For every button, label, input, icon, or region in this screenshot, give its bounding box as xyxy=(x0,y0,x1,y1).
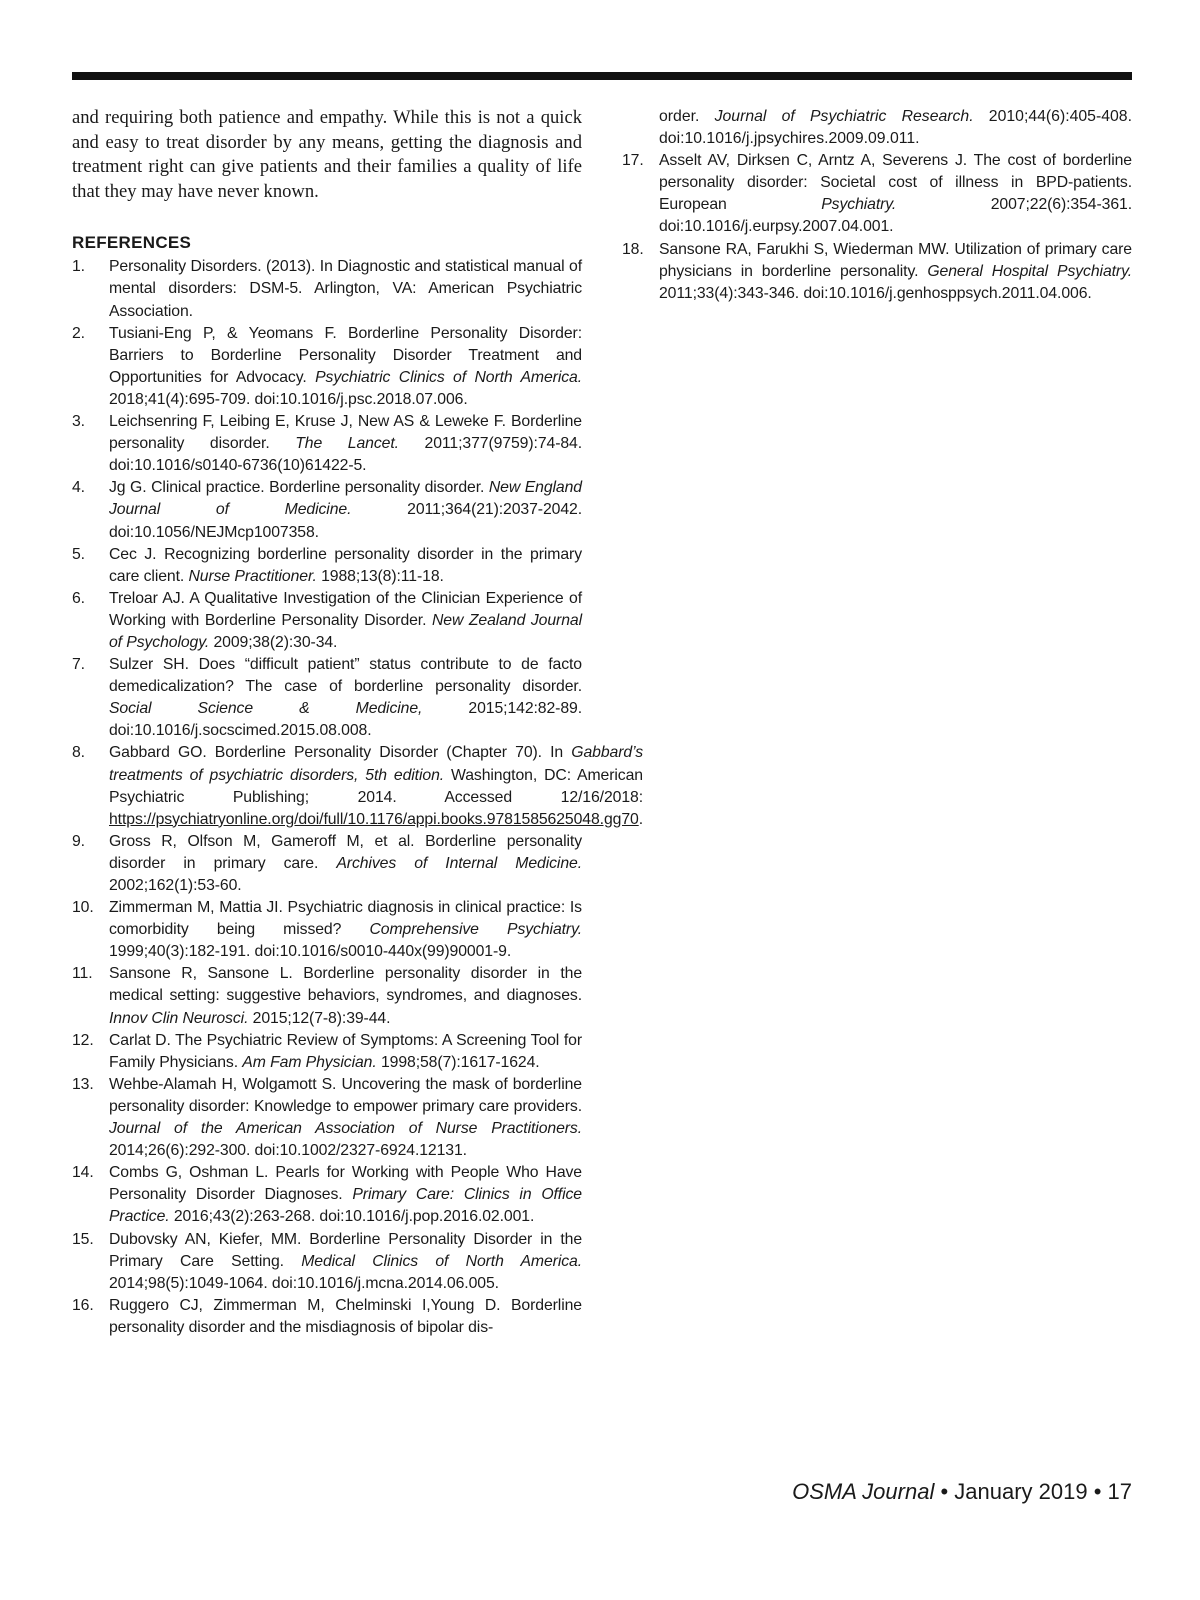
reference-text: Dubovsky AN, Kiefer, MM. Borderline Personality Disorder in the Primary Care Setting. xyxy=(109,1230,582,1270)
reference-title: New Zealand Journal of Psychology. xyxy=(109,611,582,651)
reference-text: 2011;364(21):2037-2042. doi:10.1056/NEJMcp1007358. xyxy=(109,501,582,541)
reference-number: 17. xyxy=(622,152,644,170)
reference-text: . xyxy=(638,810,643,828)
reference-number: 5. xyxy=(72,545,85,563)
top-rule xyxy=(72,72,1132,80)
reference-body xyxy=(109,1074,582,1162)
reference-body xyxy=(109,323,582,411)
reference-body xyxy=(109,897,582,963)
reference-body xyxy=(109,1229,582,1295)
footer-date-page: • January 2019 • 17 xyxy=(934,1479,1132,1504)
reference-number: 7. xyxy=(72,656,85,674)
reference-item xyxy=(72,654,582,742)
footer-journal: OSMA Journal xyxy=(792,1479,935,1504)
reference-number: 18. xyxy=(622,240,644,258)
reference-item xyxy=(72,742,643,830)
reference-text: 2015;142:82-89. doi:10.1016/j.socscimed.2015.08.008. xyxy=(109,700,583,740)
reference-number: 14. xyxy=(72,1164,94,1182)
reference-number: 4. xyxy=(72,479,85,497)
reference-item xyxy=(72,1162,582,1228)
reference-item xyxy=(72,588,582,654)
reference-text: 2014;26(6):292-300. doi:10.1002/2327-6924.12131. xyxy=(109,1142,467,1160)
reference-title: New England Journal of Medicine. xyxy=(109,479,582,519)
reference-title: Nurse Practitioner. xyxy=(188,567,317,585)
reference-number: 15. xyxy=(72,1230,94,1248)
reference-item xyxy=(622,150,1132,238)
page-footer xyxy=(792,1478,1132,1506)
reference-number: 10. xyxy=(72,899,94,917)
reference-title: Medical Clinics of North America. xyxy=(301,1252,583,1270)
reference-title: Social Science & Medicine, xyxy=(109,700,423,718)
right-column xyxy=(622,106,1132,305)
left-column xyxy=(72,106,643,1339)
reference-title: General Hospital Psychiatry. xyxy=(927,262,1133,280)
reference-text: Ruggero CJ, Zimmerman M, Chelminski I,Young D. Borderline personality disorder and the misdiagnosis of bipolar dis- xyxy=(109,1296,582,1336)
reference-body xyxy=(109,588,582,654)
reference-text: 2014;98(5):1049-1064. doi:10.1016/j.mcna.2014.06.005. xyxy=(109,1274,499,1292)
reference-body xyxy=(659,239,1132,305)
reference-title: Innov Clin Neurosci. xyxy=(109,1009,249,1027)
reference-number: 16. xyxy=(72,1296,94,1314)
reference-body xyxy=(109,654,582,742)
reference-text: Gabbard GO. Borderline Personality Disorder (Chapter 70). In xyxy=(109,744,572,762)
reference-item xyxy=(72,323,582,411)
reference-title: Psychiatric Clinics of North America. xyxy=(315,368,582,386)
reference-item xyxy=(72,477,582,543)
reference-item xyxy=(72,897,582,963)
reference-item xyxy=(72,963,582,1029)
reference-text: Cec J. Recognizing borderline personality disorder in the primary care client. xyxy=(109,545,582,585)
reference-text: Jg G. Clinical practice. Borderline personality disorder. xyxy=(109,479,489,497)
reference-number: 12. xyxy=(72,1031,94,1049)
reference-body xyxy=(109,256,582,322)
reference-text: Zimmerman M, Mattia JI. Psychiatric diagnosis in clinical practice: Is comorbidity being missed? xyxy=(109,899,582,939)
reference-text: Combs G, Oshman L. Pearls for Working with People Who Have Personality Disorder Diagnoses. xyxy=(109,1164,582,1204)
reference-text: Personality Disorders. (2013). In Diagnostic and statistical manual of mental disorders: DSM-5. Arlington, VA: American Psychiatric Association. xyxy=(109,258,582,320)
reference-number: 3. xyxy=(72,413,85,431)
reference-title: Gabbard’s treatments of psychiatric disorders, 5th edition. xyxy=(109,744,643,784)
reference-text: Leichsenring F, Leibing E, Kruse J, New AS & Leweke F. Borderline personality disorder. xyxy=(109,413,582,453)
reference-text: 2002;162(1):53-60. xyxy=(109,877,242,894)
reference-body xyxy=(109,742,643,830)
reference-body xyxy=(109,1295,582,1339)
reference-body xyxy=(109,544,582,588)
reference-body xyxy=(109,1030,582,1074)
reference-text: Gross R, Olfson M, Gameroff M, et al. Borderline personality disorder in primary care. xyxy=(109,832,582,872)
reference-item xyxy=(72,831,582,897)
reference-text: 2010;44(6):405-408. doi:10.1016/j.jpsychires.2009.09.011. xyxy=(659,108,1132,148)
reference-body xyxy=(109,831,582,897)
reference-text: Washington, DC: American Psychiatric Publishing; 2014. Accessed 12/16/2018: xyxy=(109,766,643,806)
reference-text: 2018;41(4):695-709. doi:10.1016/j.psc.2018.07.006. xyxy=(109,390,468,408)
reference-number: 11. xyxy=(72,965,93,983)
reference-link[interactable]: https://psychiatryonline.org/doi/full/10.1176/appi.books.9781585625048.gg70 xyxy=(109,810,639,828)
reference-number: 6. xyxy=(72,589,85,607)
reference-text: 2016;43(2):263-268. doi:10.1016/j.pop.2016.02.001. xyxy=(169,1208,535,1226)
reference-body xyxy=(109,477,582,543)
reference-body xyxy=(659,150,1132,238)
reference-text: 2009;38(2):30-34. xyxy=(209,633,338,651)
reference-text: 2007;22(6):354-361. doi:10.1016/j.eurpsy.2007.04.001. xyxy=(659,196,1132,236)
reference-text: 1988;13(8):11-18. xyxy=(316,567,444,585)
reference-text: 1999;40(3):182-191. doi:10.1016/s0010-440x(99)90001-9. xyxy=(109,943,512,961)
reference-text: Carlat D. The Psychiatric Review of Symptoms: A Screening Tool for Family Physicians. xyxy=(109,1031,582,1071)
reference-title: Archives of Internal Medicine. xyxy=(336,854,582,872)
reference-text: Asselt AV, Dirksen C, Arntz A, Severens J. The cost of borderline personality disorder: Societal cost of illness in BPD-patients. European xyxy=(659,152,1132,214)
reference-item xyxy=(72,544,582,588)
reference-title: Comprehensive Psychiatry. xyxy=(369,921,582,939)
reference-title: Am Fam Physician. xyxy=(242,1053,377,1071)
reference-body xyxy=(109,411,582,477)
reference-title: Journal of the American Association of Nurse Practitioners. xyxy=(109,1120,582,1138)
reference-text: order. xyxy=(659,108,715,125)
reference-item xyxy=(72,1295,582,1339)
reference-16-continued xyxy=(622,106,1132,150)
reference-text: Treloar AJ. A Qualitative Investigation of the Clinician Experience of Working with Borderline Personality Disorder. xyxy=(109,589,582,629)
reference-number: 2. xyxy=(72,324,85,342)
reference-text: Wehbe-Alamah H, Wolgamott S. Uncovering the mask of borderline personality disorder: Knowledge to empower primary care providers. xyxy=(109,1075,582,1115)
reference-text: 2011;377(9759):74-84. doi:10.1016/s0140-6736(10)61422-5. xyxy=(109,435,583,475)
reference-item xyxy=(72,1030,582,1074)
reference-item xyxy=(72,1229,582,1295)
reference-title: The Lancet. xyxy=(295,435,399,453)
reference-item xyxy=(622,239,1132,305)
reference-body xyxy=(109,1162,582,1228)
reference-number: 9. xyxy=(72,832,85,850)
reference-text: Sansone R, Sansone L. Borderline personality disorder in the medical setting: suggestive behaviors, syndromes, and diagnoses. xyxy=(109,965,582,1005)
reference-title: Primary Care: Clinics in Office Practice. xyxy=(109,1186,582,1226)
references-list xyxy=(72,256,643,1339)
reference-text: Tusiani-Eng P, & Yeomans F. Borderline Personality Disorder: Barriers to Borderline Personality Disorder Treatment and Opportunities for Advocacy. xyxy=(109,324,582,386)
reference-text: 2011;33(4):343-346. doi:10.1016/j.genhosppsych.2011.04.006. xyxy=(659,284,1092,302)
reference-text: Sulzer SH. Does “difficult patient” status contribute to de facto demedicalization? The case of borderline personality disorder. xyxy=(109,656,582,696)
reference-text: Sansone RA, Farukhi S, Wiederman MW. Utilization of primary care physicians in borderline personality. xyxy=(659,240,1132,280)
reference-item xyxy=(72,256,582,322)
reference-item xyxy=(72,1074,582,1162)
reference-number: 13. xyxy=(72,1075,94,1093)
reference-number: 1. xyxy=(72,258,85,276)
reference-text: 1998;58(7):1617-1624. xyxy=(376,1053,540,1071)
reference-text: 2015;12(7-8):39-44. xyxy=(248,1009,391,1027)
reference-title: Journal of Psychiatric Research. xyxy=(714,108,974,125)
reference-title: Psychiatry. xyxy=(821,196,897,214)
reference-item xyxy=(72,411,582,477)
references-list-continued xyxy=(622,150,1132,305)
intro-paragraph: and requiring both patience and empathy. While this is not a quick and easy to treat disorder by any means, getting the diagnosis and treatment right can give patients and their families a quality of life that they may have never known. xyxy=(72,107,582,202)
reference-body xyxy=(109,963,582,1029)
references-heading: REFERENCES xyxy=(72,233,192,253)
reference-number: 8. xyxy=(72,744,85,762)
